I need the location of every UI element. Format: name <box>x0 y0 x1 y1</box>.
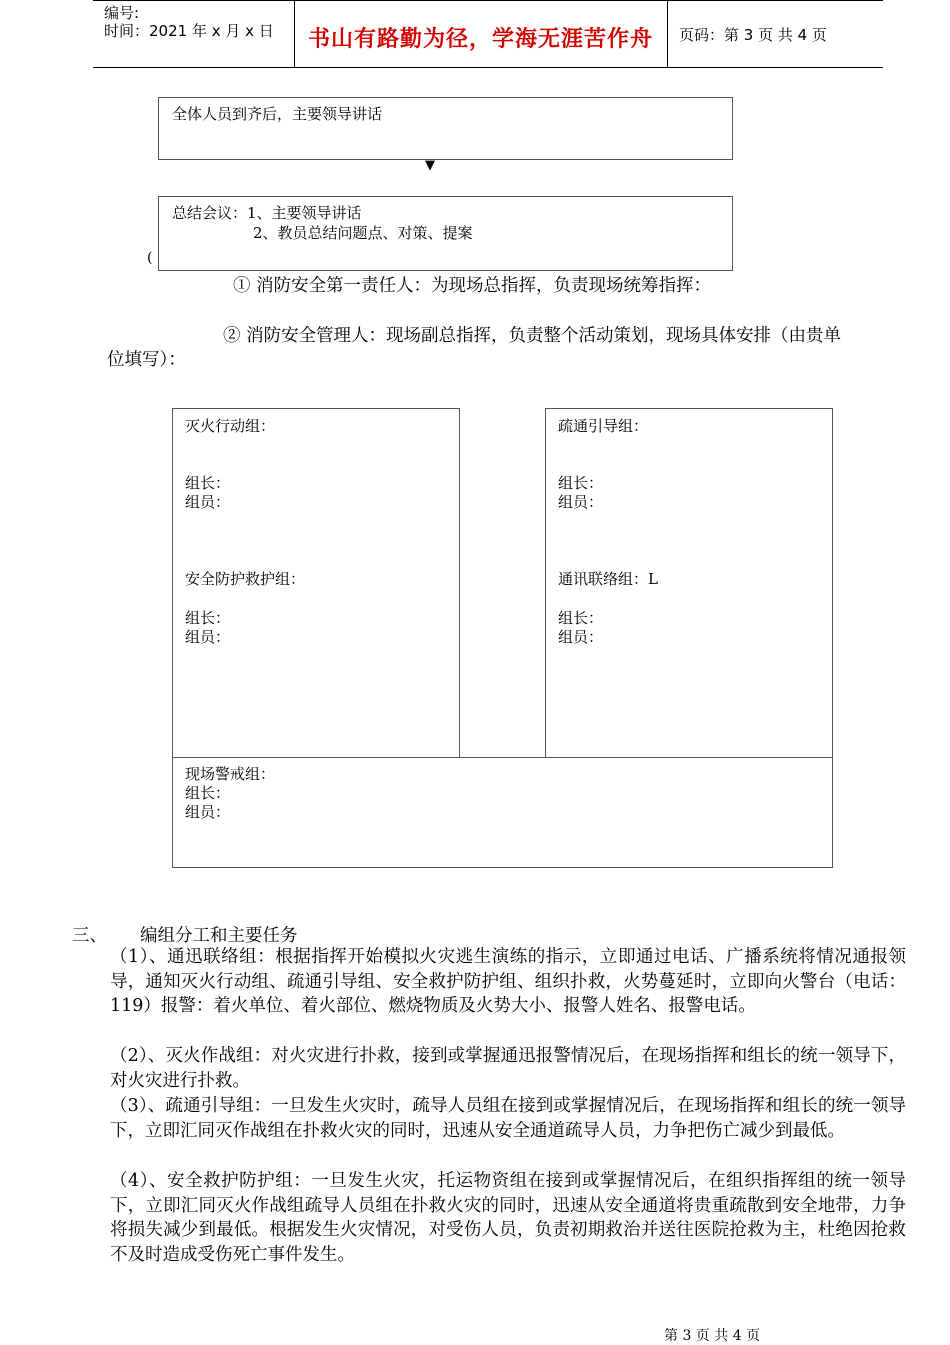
document-date: 时间：2021 年 x 月 x 日 <box>104 22 274 40</box>
task-paragraph-1: （1）、通迅联络组：根据指挥开始模拟火灾逃生演练的指示，立即通过电话、广播系统将情况通报领导，通知灭火行动组、疏通引导组、安全救护防护组、组织扑救，火势蔓延时，立即向火警台（电话：119）报警：着火单位、着火部位、燃烧物质及火势大小、报警人姓名、报警电话。 <box>110 947 906 1016</box>
group-title: 疏通引导组： <box>558 417 649 435</box>
task-paragraph-3: （3）、疏通引导组：一旦发生火灾时，疏导人员组在接到或掌握情况后，在现场指挥和组长的统一领导下，立即汇同灭作战组在扑救火灾的同时，迅速从安全通道疏导人员，力争把伤亡减少到最低。 <box>110 1096 906 1141</box>
role-first-responsible: ① 消防安全第一责任人：为现场总指挥，负责现场统筹指挥： <box>233 276 712 296</box>
group-members-label: 组员： <box>185 803 231 821</box>
flow-step-leader-speech <box>158 97 733 160</box>
group-members-label: 组员： <box>558 493 604 511</box>
task-paragraph-4: （4）、安全救护防护组：一旦发生火灾，托运物资组在接到或掌握情况后，在组织指挥组的统一领导下，立即汇同灭火作战组疏导人员组在扑救火灾的同时，迅速从安全通道将贵重疏散到安全地带，力争将损失减少到最低。根据发生火灾情况，对受伤人员，负责初期救治并送往医院抢救为主，杜绝因抢救不及时造成受伤死亡事件发生。 <box>110 1171 906 1265</box>
header-motto: 书山有路勤为径，学海无涯苦作舟 <box>307 27 653 52</box>
group-leader-label: 组长： <box>185 609 231 627</box>
header-page-number: 页码：第 3 页 共 4 页 <box>679 26 827 44</box>
flow-step-text: 全体人员到齐后，主要领导讲话 <box>172 105 383 123</box>
document-number-label: 编号: <box>104 4 140 22</box>
group-title: 安全防护救护组： <box>185 570 306 588</box>
group-title: 现场警戒组： <box>185 765 276 783</box>
flow-step-summary-meeting <box>158 196 733 271</box>
task-paragraph-2: （2）、灭火作战组：对火灾进行扑救，接到或掌握通迅报警情况后，在现场指挥和组长的统一领导下，对火灾进行扑救。 <box>110 1046 906 1091</box>
group-members-label: 组员： <box>558 628 604 646</box>
role-safety-manager-cont: 位填写）： <box>107 350 186 370</box>
header-top-rule <box>93 0 883 1</box>
role-safety-manager: ② 消防安全管理人：现场副总指挥，负责整个活动策划，现场具体安排（由贵单 <box>223 326 842 346</box>
group-title: 通讯联络组：L <box>558 570 658 588</box>
group-title: 灭火行动组： <box>185 417 276 435</box>
header-divider-right <box>667 0 668 68</box>
stray-parenthesis: ( <box>147 250 153 266</box>
group-leader-label: 组长： <box>185 474 231 492</box>
group-leader-label: 组长： <box>185 784 231 802</box>
footer-page-number: 第 3 页 共 4 页 <box>664 1328 761 1344</box>
down-arrow-icon: ▼ <box>425 158 435 173</box>
summary-line-2: 2、教员总结问题点、对策、提案 <box>253 224 473 242</box>
group-members-label: 组员： <box>185 493 231 511</box>
group-leader-label: 组长： <box>558 474 604 492</box>
group-leader-label: 组长： <box>558 609 604 627</box>
section-title: 编组分工和主要任务 <box>140 926 298 946</box>
header-bottom-rule <box>93 67 883 68</box>
group-members-label: 组员： <box>185 628 231 646</box>
summary-line-1: 总结会议：1、主要领导讲话 <box>172 204 362 222</box>
section-number: 三、 <box>72 926 107 946</box>
